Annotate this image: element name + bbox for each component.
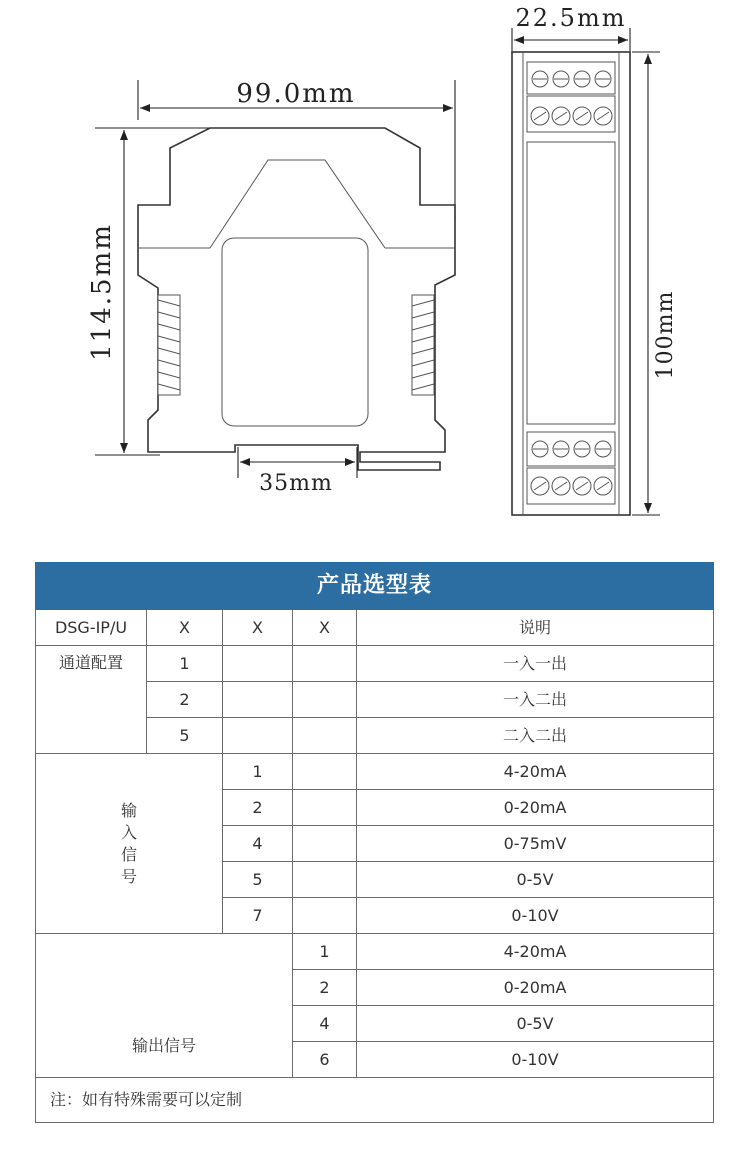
input-desc: 0-5V bbox=[357, 862, 714, 898]
output-code: 1 bbox=[293, 934, 357, 970]
table-row bbox=[36, 646, 714, 682]
input-code: 5 bbox=[223, 862, 293, 898]
input-desc: 0-20mA bbox=[357, 790, 714, 826]
input-code: 4 bbox=[223, 826, 293, 862]
dimension-drawing bbox=[0, 0, 750, 540]
input-desc: 4-20mA bbox=[357, 754, 714, 790]
output-desc: 0-5V bbox=[357, 1006, 714, 1042]
model-code-cell: DSG-IP/U bbox=[36, 610, 147, 646]
input-signal-label-text: 输入信号 bbox=[120, 800, 137, 886]
output-desc: 0-10V bbox=[357, 1042, 714, 1078]
input-signal-label bbox=[36, 754, 223, 934]
output-code: 6 bbox=[293, 1042, 357, 1078]
dim-height-side: 100mm bbox=[653, 290, 678, 380]
channel-config-label: 通道配置 bbox=[36, 646, 147, 754]
table-title: 产品选型表 bbox=[36, 563, 714, 610]
output-desc: 0-20mA bbox=[357, 970, 714, 1006]
channel-desc: 一入二出 bbox=[357, 682, 714, 718]
output-code: 2 bbox=[293, 970, 357, 1006]
input-code: 1 bbox=[223, 754, 293, 790]
channel-code: 2 bbox=[147, 682, 223, 718]
output-signal-label: 输出信号 bbox=[36, 934, 293, 1078]
channel-code: 5 bbox=[147, 718, 223, 754]
dim-width-side: 22.5mm bbox=[515, 4, 627, 32]
side-view bbox=[512, 4, 678, 515]
input-desc: 0-75mV bbox=[357, 826, 714, 862]
table-header-row bbox=[36, 610, 714, 646]
output-code: 4 bbox=[293, 1006, 357, 1042]
customization-note: 注：如有特殊需要可以定制 bbox=[36, 1078, 714, 1123]
placeholder-x3: X bbox=[293, 610, 357, 646]
channel-desc: 一入一出 bbox=[357, 646, 714, 682]
dim-height-front: 114.5mm bbox=[87, 223, 117, 361]
input-code: 2 bbox=[223, 790, 293, 826]
dim-width-front: 99.0mm bbox=[236, 79, 356, 109]
placeholder-x2: X bbox=[223, 610, 293, 646]
channel-desc: 二入二出 bbox=[357, 718, 714, 754]
output-desc: 4-20mA bbox=[357, 934, 714, 970]
front-view bbox=[87, 79, 455, 496]
table-row bbox=[36, 754, 714, 790]
input-desc: 0-10V bbox=[357, 898, 714, 934]
table-title-row bbox=[36, 563, 714, 610]
input-code: 7 bbox=[223, 898, 293, 934]
dim-rail-width: 35mm bbox=[259, 471, 333, 496]
note-row bbox=[36, 1078, 714, 1123]
channel-code: 1 bbox=[147, 646, 223, 682]
table-row bbox=[36, 934, 714, 970]
selection-table bbox=[35, 562, 714, 1123]
placeholder-x1: X bbox=[147, 610, 223, 646]
desc-header: 说明 bbox=[357, 610, 714, 646]
